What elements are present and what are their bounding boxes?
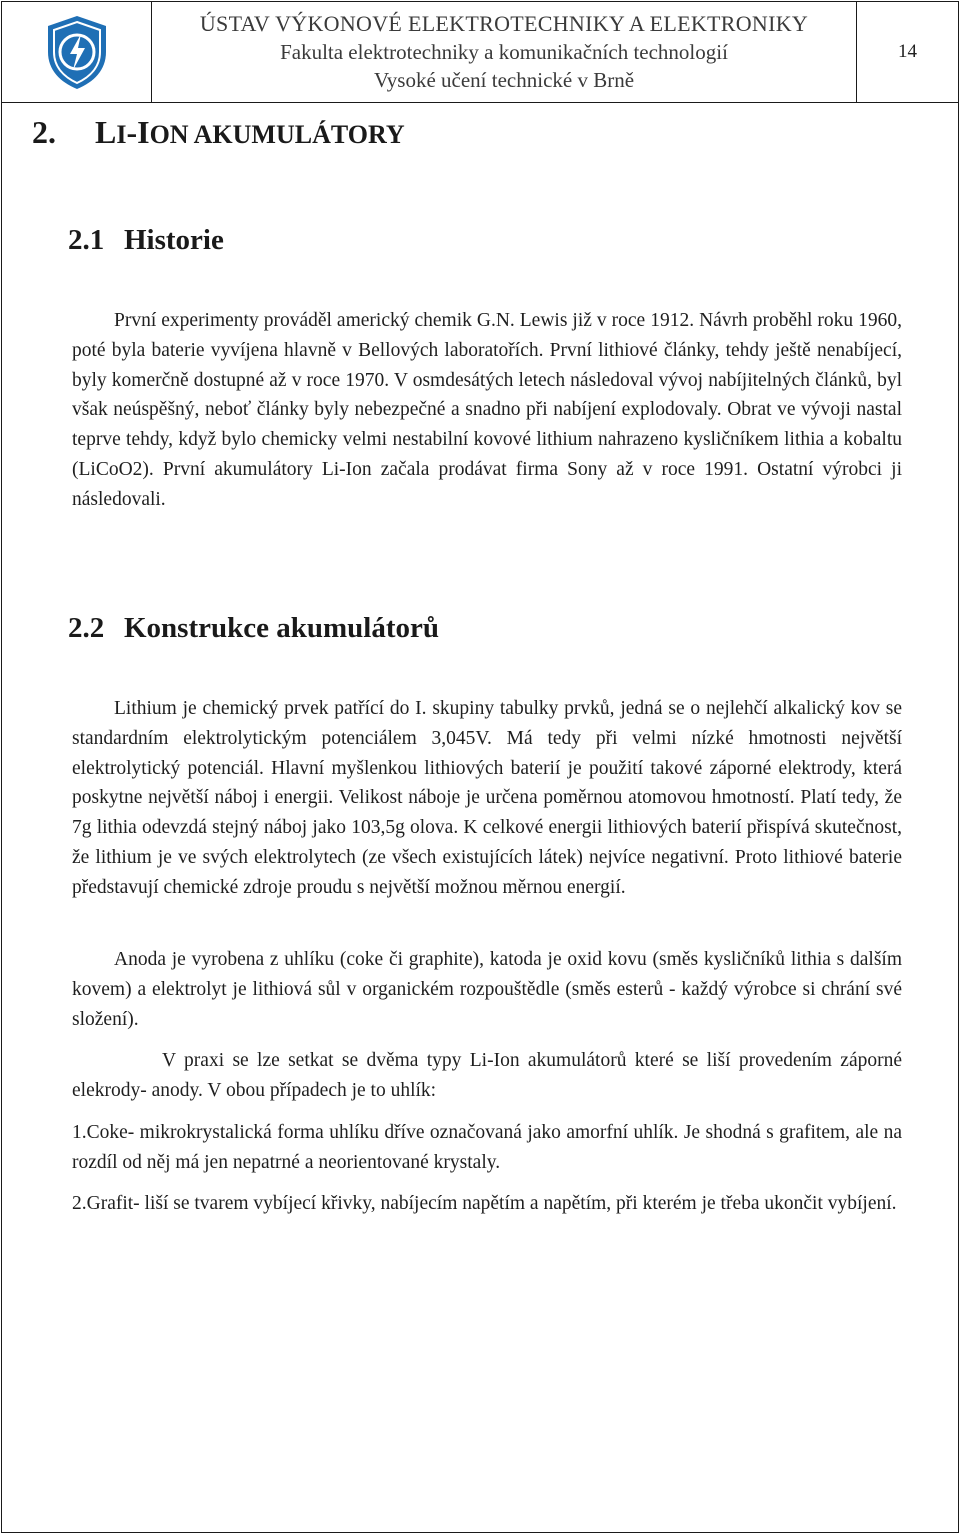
faculty-name: Fakulta elektrotechniky a komunikačních technologií — [280, 40, 728, 64]
section-number: 2.1 — [68, 224, 105, 256]
paragraph-praxe: V praxi se lze setkat se dvěma typy Li-Ion akumulátorů které se liší provedením záporné elekrody- anody. V obou případech je to uhlík: — [72, 1050, 902, 1101]
chapter-title: 2. LI-ION AKUMULÁTORY — [32, 114, 405, 150]
list-item-grafit: 2.Grafit- liší se tvarem vybíjecí křivky, nabíjecím napětím a napětím, při kterém je třeba ukončit vybíjení. — [72, 1193, 897, 1214]
paragraph-lithium: Lithium je chemický prvek patřící do I. skupiny tabulky prvků, jedná se o nejlehčí alkalický kov se standardním elektrolytickým potenciálem 3,045V. Má tedy při velmi nízké hmotnosti největší elektrolytický potenciál. Hlavní myšlenkou lithiových baterií je použití takové záporné elektrody, která poskytne největší náboj i energii. Velikost náboje je určena poměrnou atomovou hmotností. Platí tedy, že 7g lithia odevzdá stejný náboj jako 103,5g olova. K celkové energii lithiových baterií přispívá skutečnost, že lithium je ve svých elektrolytech (ze všech existujících látek) nejvíce negativní. Proto lithiové baterie představují chemické zdroje proudu s největší možnou měrnou energií. — [72, 698, 902, 898]
section-number: 2.2 — [68, 612, 105, 644]
document-page — [1, 1, 959, 1533]
paragraph-anoda: Anoda je vyrobena z uhlíku (coke či graphite), katoda je oxid kovu (směs kysličníků lithia s dalším kovem) a elektrolyt je lithiová sůl v organickém rozpouštědle (směs esterů - každý výrobce si chrání své složení). — [72, 949, 902, 1030]
page-header — [2, 2, 958, 103]
institution-block — [152, 2, 857, 102]
university-name: Vysoké učení technické v Brně — [373, 68, 635, 92]
logo-cell — [2, 2, 152, 102]
lightning-shield-icon — [40, 12, 114, 92]
section-title-konstrukce: 2.2 Konstrukce akumulátorů — [68, 612, 440, 644]
institute-name: ÚSTAV VÝKONOVÉ ELEKTROTECHNIKY A ELEKTRONIKY — [199, 11, 809, 36]
chapter-number: 2. — [32, 114, 56, 150]
paragraph-historie: První experimenty prováděl americký chemik G.N. Lewis již v roce 1912. Návrh proběhl roku 1960, poté byla baterie vyvíjena hlavně v Bellových laboratořích. První lithiové články, tehdy ještě nenabíjecí, byly komerčně dostupné až v roce 1970. V osmdesátých letech následoval vývoj nabíjitelných článků, byl však neúspěšný, neboť články byly nebezpečné a snadno při nabíjení explodovaly. Obrat ve vývoji nastal teprve tehdy, když bylo chemicky velmi nestabilní kovové lithium nahrazeno kysličníkem lithia a kobaltu (LiCoO2). První akumulátory Li-Ion začala prodávat firma Sony až v roce 1991. Ostatní výrobci ji následovali. — [72, 310, 902, 510]
section-title-historie: 2.1 Historie — [68, 224, 224, 256]
list-item-coke: 1.Coke- mikrokrystalická forma uhlíku dříve označovaná jako amorfní uhlík. Je shodná s grafitem, ale na rozdíl od něj má jen nepatrné a neorientované krystaly. — [72, 1122, 902, 1173]
page-number: 14 — [898, 41, 917, 62]
